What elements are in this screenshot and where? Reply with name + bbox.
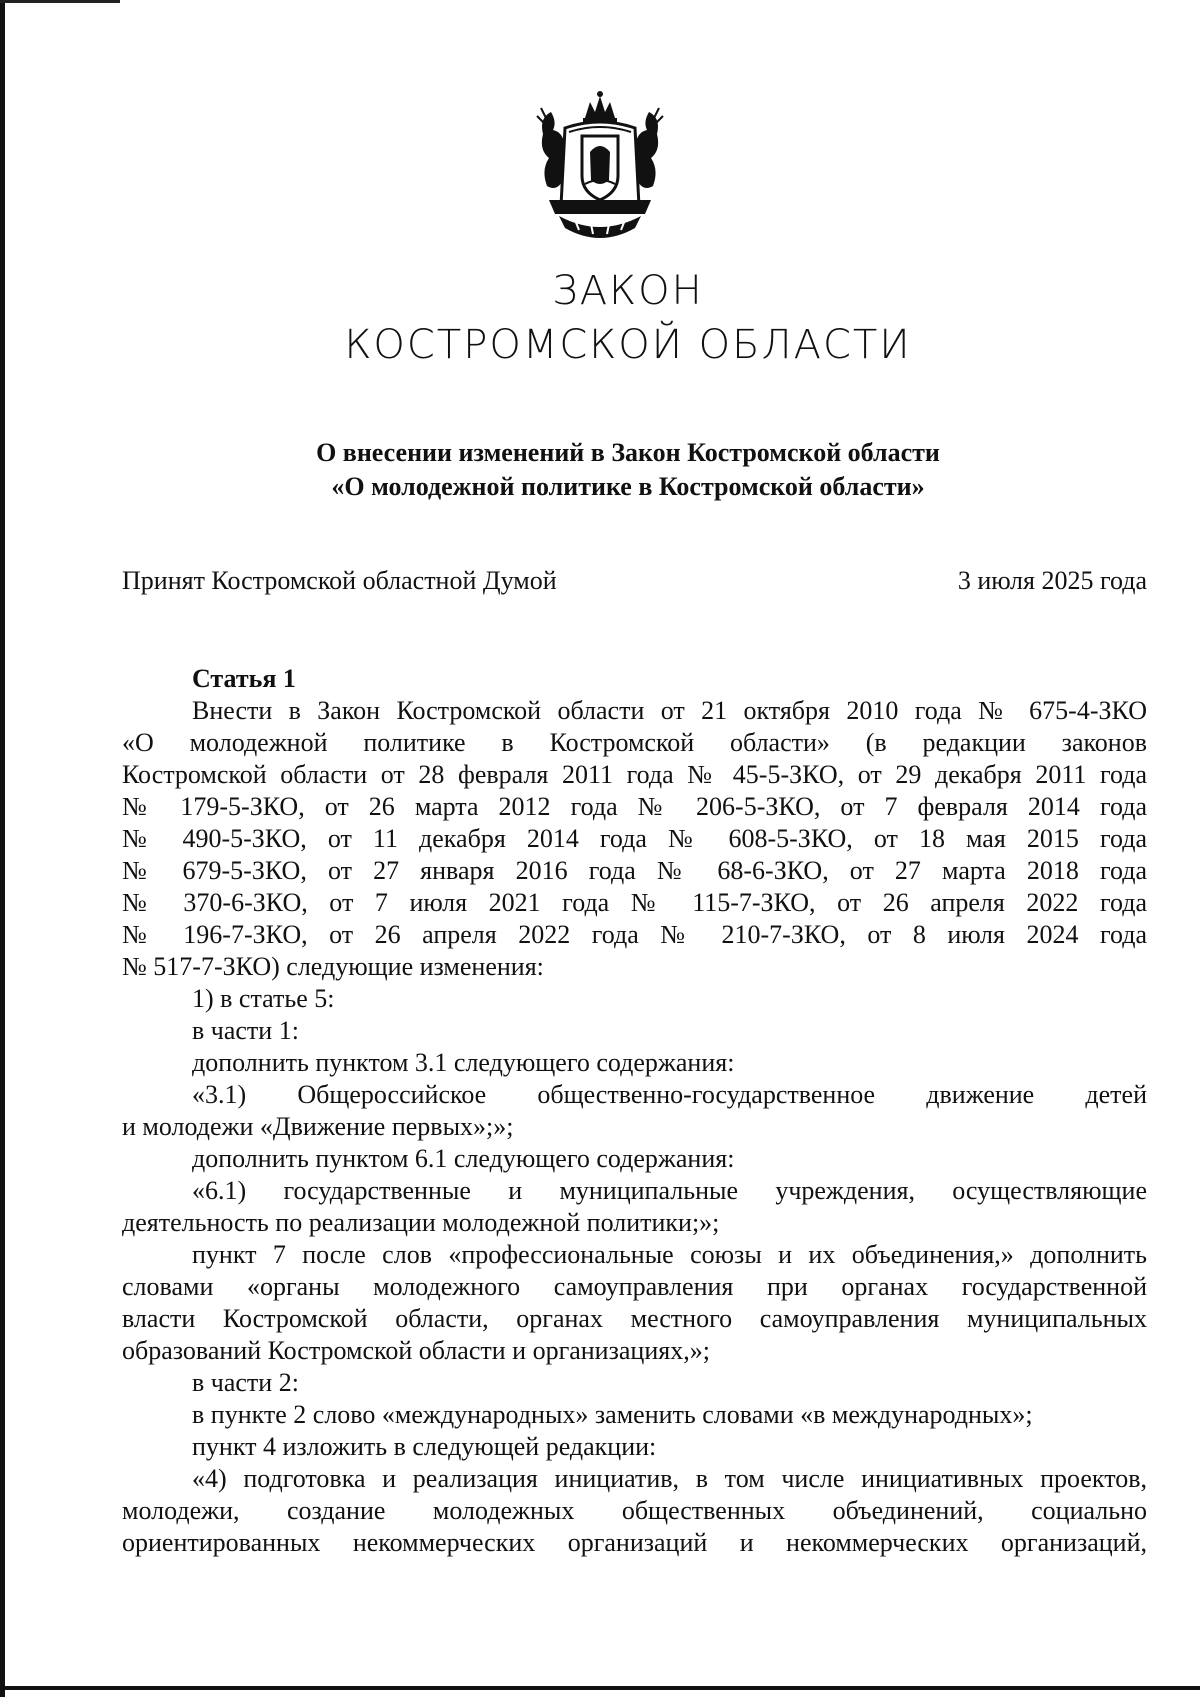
text-line: в части 1: [192,1016,299,1045]
text-line: молодежи, создание молодежных общественных объединений, социально [122,1496,1147,1525]
text-line: № 490-5-ЗКО, от 11 декабря 2014 года № 608-5-ЗКО, от 18 мая 2015 года [122,824,1147,853]
text-line: деятельность по реализации молодежной политики;»; [122,1208,720,1237]
text-line: Костромской области от 28 февраля 2011 года № 45-5-ЗКО, от 29 декабря 2011 года [122,760,1147,789]
text-line: «3.1) Общероссийское общественно-государственное движение детей [192,1080,1147,1109]
text-line: «6.1) государственные и муниципальные учреждения, осуществляющие [192,1176,1147,1205]
text-line: № 196-7-ЗКО, от 26 апреля 2022 года № 210-7-ЗКО, от 8 июля 2024 года [122,920,1147,949]
text-line: «О молодежной политике в Костромской области» (в редакции законов [122,728,1147,757]
article-body [122,663,1147,1559]
document-type-title: ЗАКОН [552,268,704,314]
text-line: словами «органы молодежного самоуправления при органах государственной [122,1272,1147,1301]
coat-of-arms-emblem [535,88,665,248]
text-line: № 370-6-ЗКО, от 7 июля 2021 года № 115-7-ЗКО, от 26 апреля 2022 года [122,888,1147,917]
text-line: «4) подготовка и реализация инициатив, в том числе инициативных проектов, [192,1464,1147,1493]
text-line: № 179-5-ЗКО, от 26 марта 2012 года № 206-5-ЗКО, от 7 февраля 2014 года [122,792,1147,821]
text-line: 1) в статье 5: [192,984,335,1013]
text-line: в части 2: [192,1368,299,1397]
law-subtitle-line-1: О внесении изменений в Закон Костромской области [316,438,940,467]
text-line: пункт 7 после слов «профессиональные союзы и их объединения,» дополнить [192,1240,1147,1269]
scan-border-left [0,0,5,1697]
adoption-date: 3 июля 2025 года [957,566,1147,595]
text-line: дополнить пунктом 3.1 следующего содержания: [192,1048,735,1077]
text-line: дополнить пунктом 6.1 следующего содержания: [192,1144,735,1173]
text-line: № 517-7-ЗКО) следующие изменения: [122,952,544,981]
text-line: и молодежи «Движение первых»;»; [122,1112,514,1141]
text-line: образований Костромской области и организациях,»; [122,1336,710,1365]
text-line: власти Костромской области, органах местного самоуправления муниципальных [122,1304,1147,1333]
scan-border-bottom [0,1686,1200,1690]
region-title: КОСТРОМСКОЙ ОБЛАСТИ [344,322,912,368]
article-heading: Статья 1 [192,664,296,693]
text-line: ориентированных некоммерческих организаций и некоммерческих организаций, [122,1528,1147,1557]
text-line: пункт 4 изложить в следующей редакции: [192,1432,657,1461]
text-line: в пункте 2 слово «международных» заменить словами «в международных»; [192,1400,1033,1429]
scan-border-top [0,0,120,3]
law-subtitle-line-2: «О молодежной политике в Костромской области» [331,472,925,501]
text-line: Внести в Закон Костромской области от 21 октября 2010 года № 675-4-ЗКО [192,696,1147,725]
text-line: № 679-5-ЗКО, от 27 января 2016 года № 68-6-ЗКО, от 27 марта 2018 года [122,856,1147,885]
adoption-label: Принят Костромской областной Думой [122,566,557,595]
